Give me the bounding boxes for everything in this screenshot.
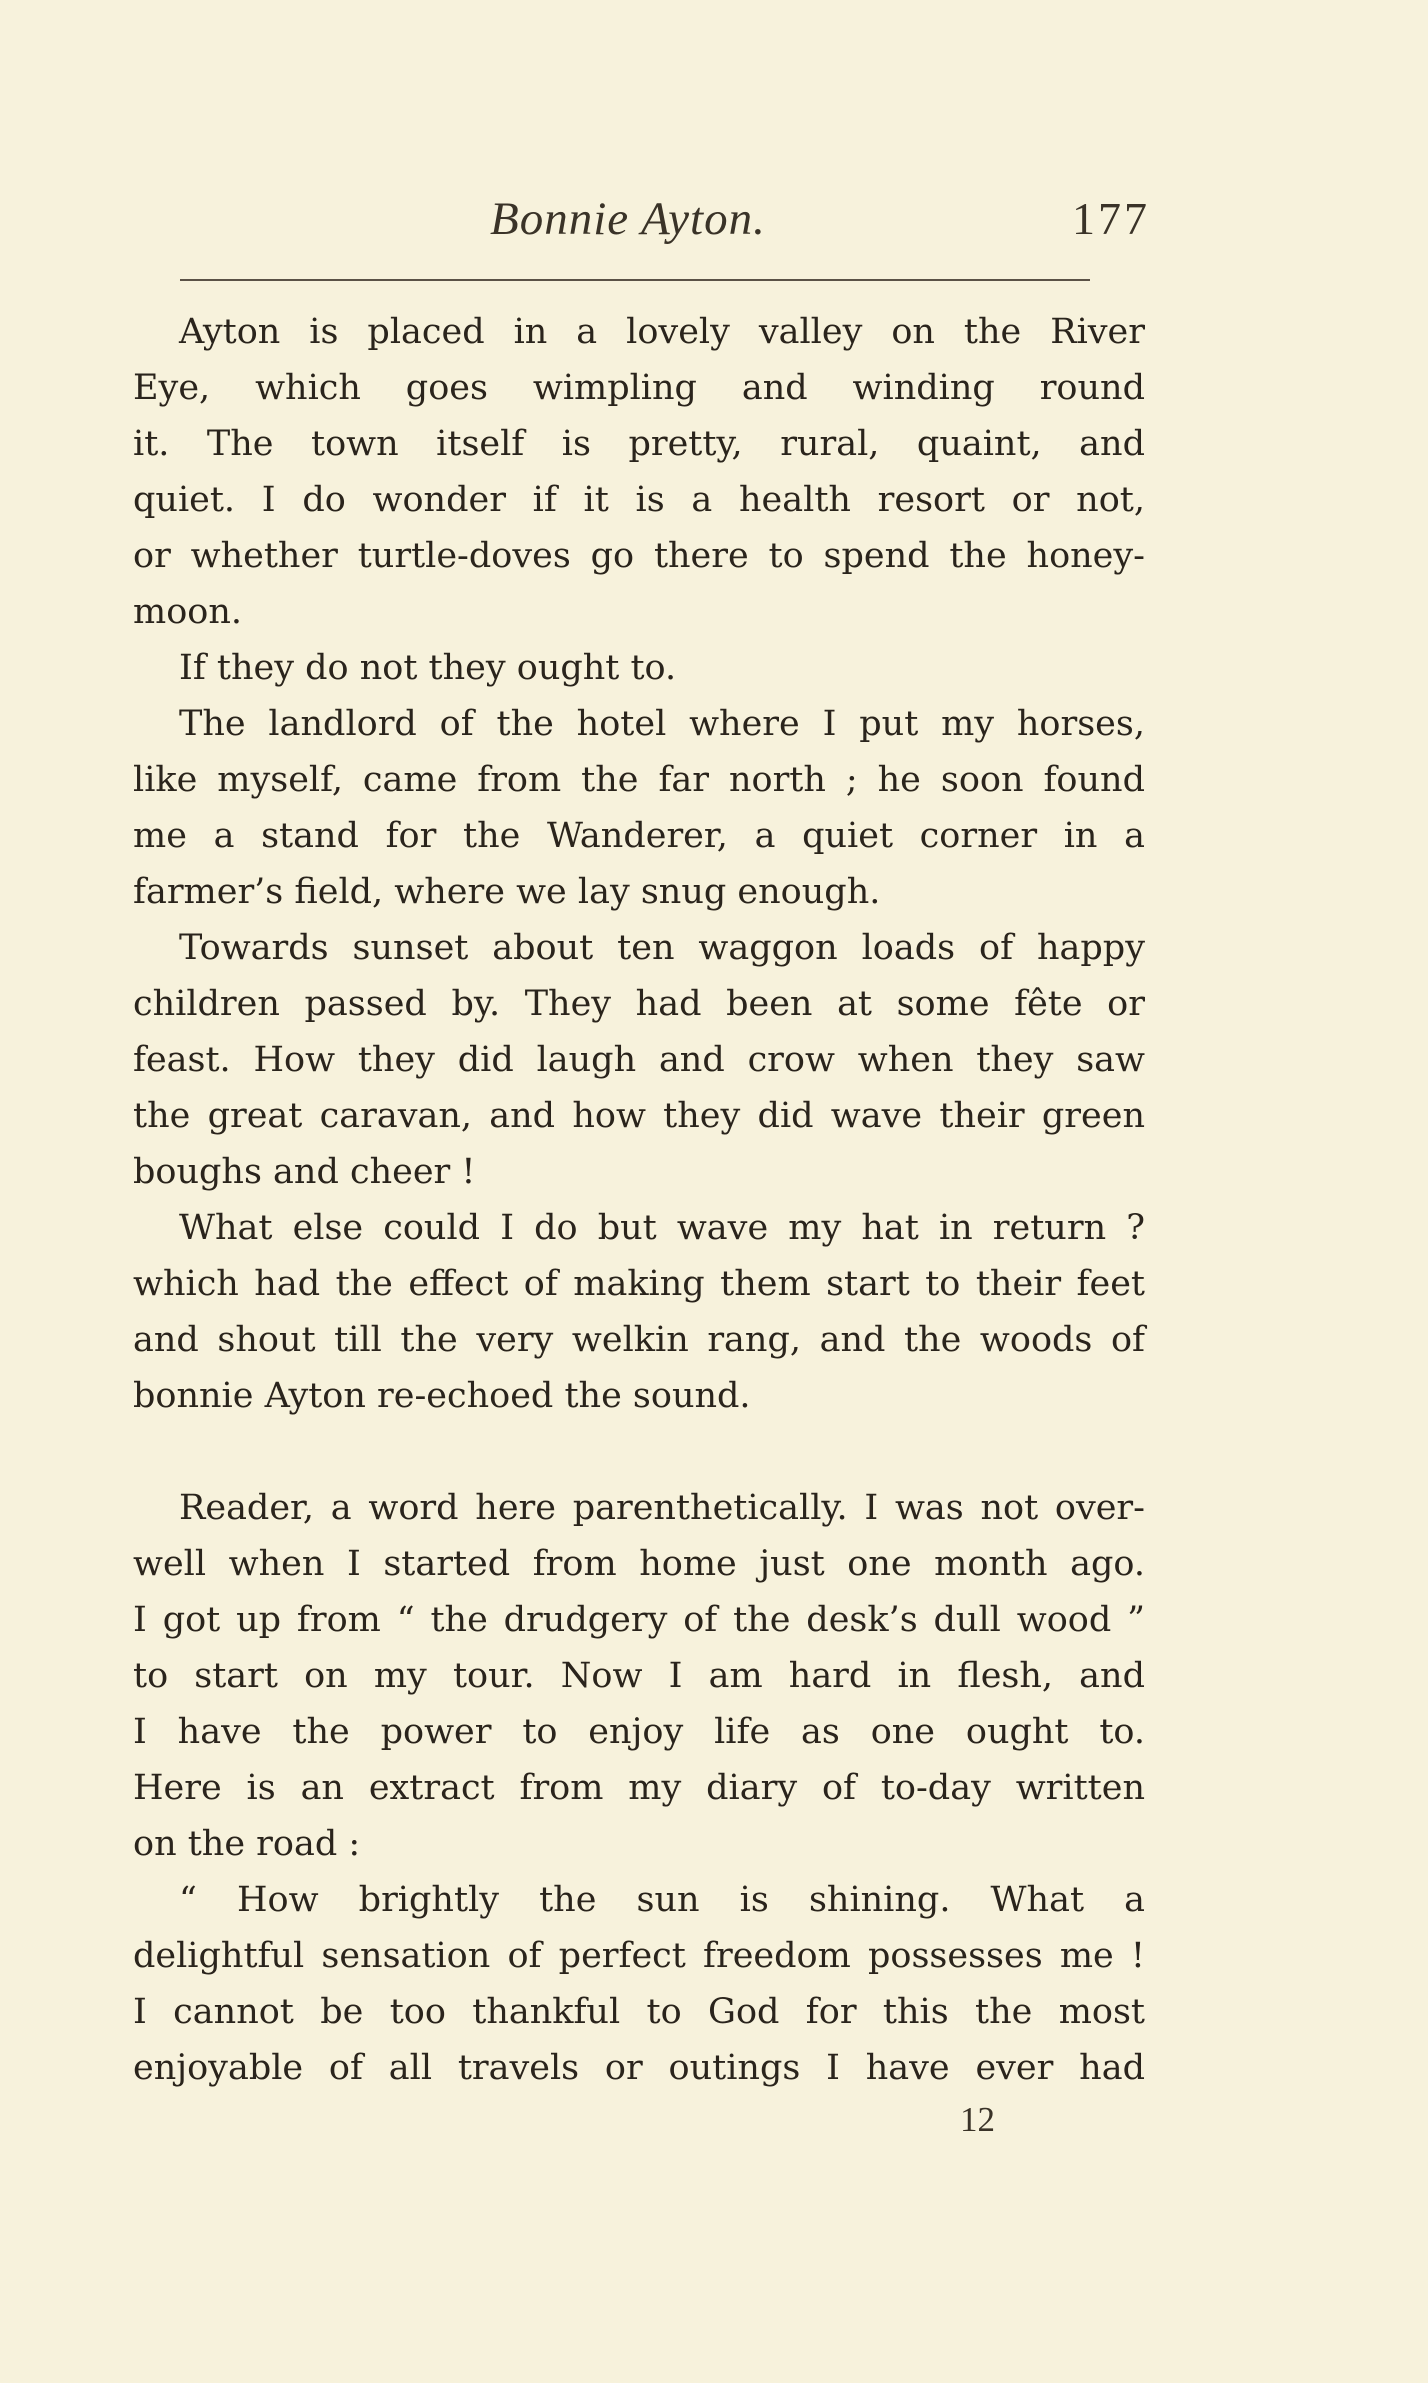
- text-line: Here is an extract from my diary of to-day written: [133, 1768, 1145, 1808]
- running-title: Bonnie Ayton.: [490, 193, 766, 245]
- text-line: I have the power to enjoy life as one ought to.: [133, 1712, 1145, 1752]
- text-line: or whether turtle-doves go there to spend the honey-: [133, 536, 1145, 576]
- text-line: feast. How they did laugh and crow when they saw: [133, 1040, 1145, 1080]
- text-line: If they do not they ought to.: [179, 648, 677, 688]
- text-line: on the road :: [133, 1824, 361, 1864]
- text-line: Eye, which goes wimpling and winding round: [133, 368, 1145, 408]
- text-line: delightful sensation of perfect freedom possesses me !: [133, 1936, 1145, 1976]
- signature-mark: 12: [960, 2100, 995, 2139]
- text-line: Towards sunset about ten waggon loads of happy: [179, 928, 1145, 968]
- text-line: I cannot be too thankful to God for this the most: [133, 1992, 1145, 2032]
- text-line: it. The town itself is pretty, rural, quaint, and: [133, 424, 1145, 464]
- text-line: children passed by. They had been at some fête or: [133, 984, 1145, 1024]
- text-line: to start on my tour. Now I am hard in flesh, and: [133, 1656, 1145, 1696]
- text-line: I got up from “ the drudgery of the desk’s dull wood ”: [133, 1600, 1145, 1640]
- running-head: [130, 192, 1150, 262]
- text-line: me a stand for the Wanderer, a quiet corner in a: [133, 816, 1145, 856]
- text-line: enjoyable of all travels or outings I have ever had: [133, 2048, 1145, 2088]
- text-line: farmer’s field, where we lay snug enough.: [133, 872, 881, 912]
- text-line: Ayton is placed in a lovely valley on the River: [179, 312, 1145, 352]
- text-line: Reader, a word here parenthetically. I was not over-: [179, 1488, 1145, 1528]
- text-line: The landlord of the hotel where I put my horses,: [179, 704, 1145, 744]
- text-line: and shout till the very welkin rang, and the woods of: [133, 1320, 1145, 1360]
- text-line: well when I started from home just one month ago.: [133, 1544, 1145, 1584]
- text-line: the great caravan, and how they did wave their green: [133, 1096, 1145, 1136]
- text-line: boughs and cheer !: [133, 1152, 476, 1192]
- text-line: “ How brightly the sun is shining. What a: [179, 1880, 1145, 1920]
- text-line: What else could I do but wave my hat in return ?: [179, 1208, 1145, 1248]
- header-rule: [180, 279, 1090, 281]
- page-number: 177: [1072, 193, 1150, 244]
- text-line: moon.: [133, 592, 242, 632]
- text-line: like myself, came from the far north ; he soon found: [133, 760, 1145, 800]
- text-line: bonnie Ayton re-echoed the sound.: [133, 1376, 751, 1416]
- text-line: quiet. I do wonder if it is a health resort or not,: [133, 480, 1145, 520]
- text-line: which had the effect of making them start to their feet: [133, 1264, 1145, 1304]
